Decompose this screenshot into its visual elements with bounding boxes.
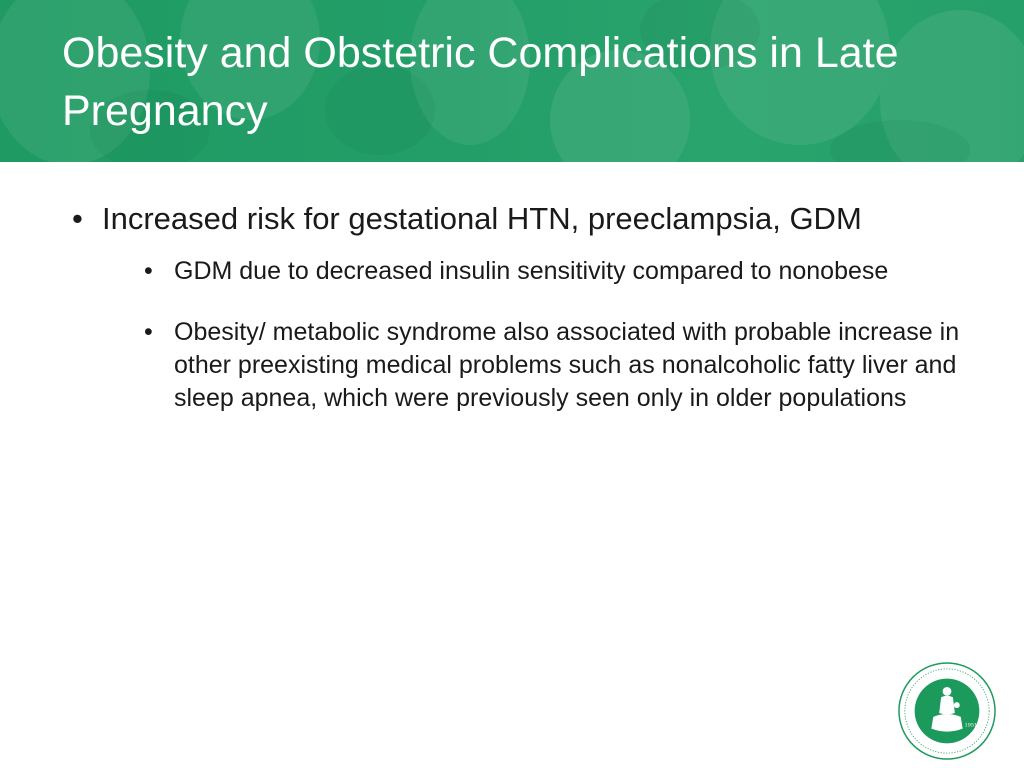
organization-seal-icon xyxy=(898,662,996,760)
sub-bullet-glyph: • xyxy=(144,257,153,285)
sub-bullet-item xyxy=(102,255,972,288)
slide-content xyxy=(72,198,972,443)
seal-year: 1951 xyxy=(964,722,978,729)
sub-bullet-glyph: • xyxy=(144,318,153,346)
sub-bullet-item xyxy=(102,316,972,415)
bullet-text: Increased risk for gestational HTN, preeclampsia, GDM xyxy=(102,201,862,236)
sub-bullet-text: GDM due to decreased insulin sensitivity compared to nonobese xyxy=(174,257,889,285)
bullet-glyph: • xyxy=(72,201,83,236)
slide-title: Obesity and Obstetric Complications in Late Pregnancy xyxy=(62,29,899,135)
sub-bullet-text: Obesity/ metabolic syndrome also associated with probable increase in other preexisting medical problems such as nonalcoholic fatty liver and sleep apnea, which were previously seen only in older populations xyxy=(174,318,960,412)
sub-bullet-list xyxy=(102,255,972,415)
bullet-list xyxy=(72,198,972,415)
title-banner xyxy=(0,0,1024,162)
bullet-item xyxy=(72,198,972,415)
